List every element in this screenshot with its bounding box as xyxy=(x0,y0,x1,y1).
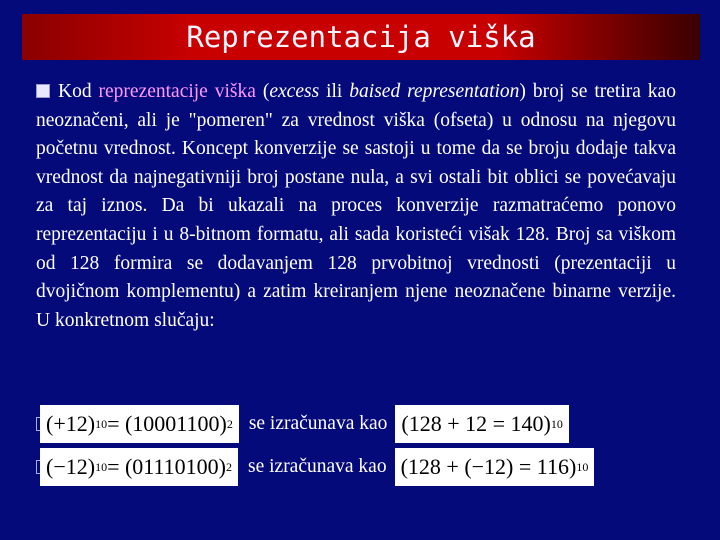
formula-lhs-negative xyxy=(40,448,238,486)
paragraph-part2: ( xyxy=(255,81,270,102)
connector-text: se izračunava kao xyxy=(248,456,387,477)
lhs-binary-base: 2 xyxy=(226,459,232,474)
formula-rhs-negative xyxy=(395,448,595,486)
slide-title: Reprezentacija viška xyxy=(186,20,536,54)
formula-lhs-positive xyxy=(40,405,239,443)
square-bullet-icon xyxy=(36,84,50,98)
paragraph-part4: ) broj se tretira kao neoznačeni, ali je "pomeren" za vrednost viška (ofseta) u odnosu na njegovu početnu vrednost. Koncept konverzije se sastoji u tome da se broju dodaje takva vrednost da najnegativniji broj postane nula, a svi ostali bit oblici se povećavaju za taj iznos. Da bi ukazali na proces konverzije razmatraćemo ponovo reprezentaciju i u 8-bitnom formatu, ali sada koristeći višak 128. Broj sa viškom od 128 formira se dodavanjem 128 prvobitnoj vrednosti (prezentaciji u dvojičnom komplementu) a zatim kreiranjem njene neoznačene binarne verzije. U konkretnom slučaju: xyxy=(36,81,676,331)
title-bar xyxy=(22,14,700,60)
term-highlight: reprezentacije viška xyxy=(98,81,256,102)
formula-rhs-positive xyxy=(395,405,568,443)
main-paragraph xyxy=(36,78,676,335)
lhs-binary: = (01110100) xyxy=(107,454,226,479)
lhs-binary-base: 2 xyxy=(226,416,233,431)
term-baised: baised representation xyxy=(349,81,520,102)
rhs-value: (128 + 12 = 140) xyxy=(401,411,551,436)
paragraph-part1: Kod xyxy=(58,81,99,102)
lhs-value: (+12) xyxy=(46,411,96,436)
connector-text: se izračunava kao xyxy=(248,413,388,434)
lhs-base: 10 xyxy=(95,416,108,431)
lhs-base: 10 xyxy=(95,459,108,474)
rhs-value: (128 + (−12) = 116) xyxy=(400,454,577,479)
rhs-base: 10 xyxy=(576,459,589,474)
term-excess: excess xyxy=(269,81,320,102)
lhs-value: (−12) xyxy=(46,454,96,479)
example-row-negative xyxy=(36,447,594,487)
lhs-binary: = (10001100) xyxy=(107,411,227,436)
paragraph-part3: ili xyxy=(319,81,350,102)
rhs-base: 10 xyxy=(550,416,563,431)
example-row-positive xyxy=(36,404,569,444)
